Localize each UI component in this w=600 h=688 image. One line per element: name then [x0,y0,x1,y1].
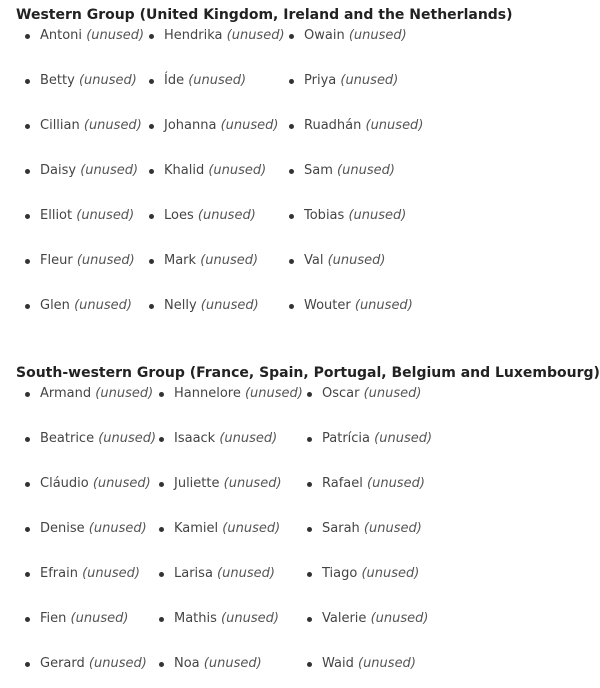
status-label: (unused) [80,163,139,178]
bullet-icon [289,124,294,129]
bullet-icon [149,79,154,84]
list-item [40,476,151,492]
status-label: (unused) [203,656,262,671]
list-item [164,208,256,224]
person-name: Íde [164,73,185,88]
person-name: Owain [304,28,345,43]
status-label: (unused) [76,208,135,223]
status-label: (unused) [365,118,424,133]
person-name: Johanna [164,118,217,133]
list-item [164,298,259,314]
status-label: (unused) [95,386,154,401]
list-item [322,656,416,672]
list-item [174,431,277,447]
bullet-icon [149,259,154,264]
bullet-icon [289,259,294,264]
list-item [304,208,406,224]
status-label: (unused) [367,476,425,491]
person-name: Cillian [40,118,80,133]
list-item [174,386,303,402]
bullet-icon [289,34,294,39]
status-label: (unused) [361,566,420,581]
bullet-icon [25,392,30,397]
bullet-icon [149,169,154,174]
status-label: (unused) [70,611,129,626]
person-name: Armand [40,386,92,401]
bullet-icon [149,34,154,39]
list-item [322,521,422,537]
status-label: (unused) [197,208,256,223]
status-label: (unused) [226,28,285,43]
list-item [174,476,282,492]
status-label: (unused) [220,118,279,133]
person-name: Patrícia [322,431,371,446]
list-item [304,118,423,134]
person-name: Val [304,253,324,268]
list-item [40,611,128,627]
bullet-icon [159,392,164,397]
person-name: Valerie [322,611,367,626]
person-name: Efrain [40,566,78,581]
person-name: Antoni [40,28,83,43]
status-label: (unused) [374,431,433,446]
list-item [304,163,395,179]
bullet-icon [25,214,30,219]
status-label: (unused) [76,253,135,268]
list-item [40,656,147,672]
status-label: (unused) [348,208,407,223]
person-name: Gerard [40,656,85,671]
list-item [304,253,386,269]
status-label: (unused) [200,253,259,268]
status-label: (unused) [354,298,413,313]
list-item [174,566,275,582]
person-name: Kamiel [174,521,219,536]
list-item [322,386,422,402]
bullet-icon [289,304,294,309]
bullet-icon [25,304,30,309]
person-name: Larisa [174,566,213,581]
bullet-icon [149,124,154,129]
list-item [40,386,153,402]
bullet-icon [307,437,312,442]
status-label: (unused) [337,163,395,178]
status-label: (unused) [83,118,142,133]
bullet-icon [25,124,30,129]
person-name: Elliot [40,208,73,223]
status-label: (unused) [358,656,416,671]
person-name: Mathis [174,611,217,626]
group-title: South-western Group (France, Spain, Portugal, Belgium and Luxembourg) [16,365,600,381]
status-label: (unused) [223,476,282,491]
status-label: (unused) [348,28,407,43]
person-name: Fleur [40,253,73,268]
list-item [40,163,138,179]
bullet-icon [25,169,30,174]
person-name: Tobias [304,208,345,223]
person-name: Beatrice [40,431,95,446]
list-item [164,163,266,179]
person-name: Isaack [174,431,216,446]
status-label: (unused) [222,521,281,536]
list-item [304,298,413,314]
person-name: Fien [40,611,67,626]
person-name: Cláudio [40,476,89,491]
status-label: (unused) [363,386,422,401]
bullet-icon [159,437,164,442]
bullet-icon [25,34,30,39]
status-label: (unused) [188,73,247,88]
bullet-icon [289,214,294,219]
list-item [164,253,258,269]
bullet-icon [289,169,294,174]
bullet-icon [25,617,30,622]
list-item [40,73,137,89]
list-item [322,476,425,492]
list-item [40,431,156,447]
list-item [164,118,278,134]
status-label: (unused) [88,521,147,536]
list-item [40,253,135,269]
bullet-icon [159,662,164,667]
bullet-icon [25,572,30,577]
person-name: Denise [40,521,85,536]
status-label: (unused) [221,611,279,626]
list-item [40,208,134,224]
person-name: Sam [304,163,333,178]
list-item [174,611,279,627]
status-label: (unused) [82,566,140,581]
bullet-icon [159,617,164,622]
list-item [40,566,140,582]
list-item [322,611,428,627]
bullet-icon [307,482,312,487]
status-label: (unused) [74,298,132,313]
list-item [40,118,142,134]
status-label: (unused) [86,28,145,43]
person-name: Waid [322,656,354,671]
status-label: (unused) [363,521,422,536]
person-name: Juliette [174,476,220,491]
status-label: (unused) [98,431,157,446]
bullet-icon [159,572,164,577]
bullet-icon [25,437,30,442]
list-item [174,656,262,672]
list-item [164,73,246,89]
status-label: (unused) [217,566,275,581]
status-label: (unused) [78,73,137,88]
list-item [164,28,285,44]
person-name: Tiago [322,566,358,581]
person-name: Betty [40,73,75,88]
bullet-icon [289,79,294,84]
status-label: (unused) [327,253,386,268]
status-label: (unused) [88,656,147,671]
bullet-icon [25,662,30,667]
group-title: Western Group (United Kingdom, Ireland and the Netherlands) [16,7,513,23]
person-name: Ruadhán [304,118,362,133]
bullet-icon [25,259,30,264]
person-name: Hannelore [174,386,241,401]
person-name: Wouter [304,298,351,313]
person-name: Hendrika [164,28,223,43]
list-item [40,28,144,44]
person-name: Oscar [322,386,360,401]
person-name: Loes [164,208,194,223]
bullet-icon [307,572,312,577]
bullet-icon [307,662,312,667]
person-name: Daisy [40,163,77,178]
list-item [40,298,132,314]
bullet-icon [159,527,164,532]
status-label: (unused) [219,431,278,446]
bullet-icon [149,214,154,219]
status-label: (unused) [208,163,267,178]
bullet-icon [307,617,312,622]
status-label: (unused) [92,476,151,491]
list-item [40,521,147,537]
list-item [304,28,407,44]
list-item [304,73,398,89]
bullet-icon [159,482,164,487]
list-item [322,431,432,447]
status-label: (unused) [340,73,399,88]
bullet-icon [25,482,30,487]
status-label: (unused) [244,386,303,401]
person-name: Mark [164,253,197,268]
list-item [174,521,280,537]
person-name: Rafael [322,476,363,491]
person-name: Nelly [164,298,197,313]
bullet-icon [25,527,30,532]
status-label: (unused) [370,611,429,626]
person-name: Sarah [322,521,360,536]
list-item [322,566,419,582]
person-name: Priya [304,73,337,88]
bullet-icon [149,304,154,309]
person-name: Glen [40,298,70,313]
person-name: Khalid [164,163,205,178]
bullet-icon [25,79,30,84]
bullet-icon [307,392,312,397]
bullet-icon [307,527,312,532]
person-name: Noa [174,656,200,671]
status-label: (unused) [200,298,259,313]
